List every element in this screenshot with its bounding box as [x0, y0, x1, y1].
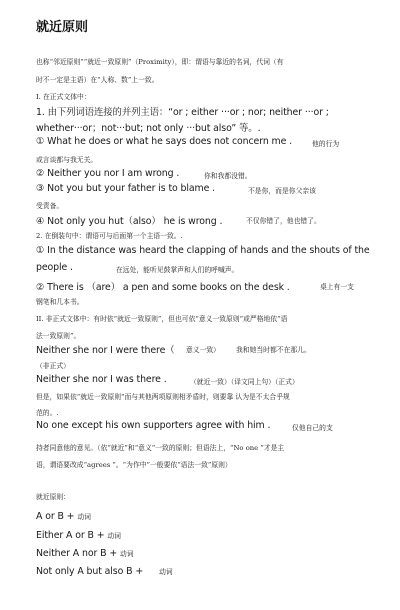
summary-item-2 — [36, 523, 121, 542]
example-3-chinese-a: 不是你，而是你父亲该 — [248, 187, 316, 195]
example-7-chinese-a: 意义一致） — [186, 346, 220, 354]
summary-item-3-english: Neither A nor B + — [36, 548, 120, 559]
example-7-chinese-b: 我和她当时都不在那儿。 — [236, 346, 311, 354]
example-9-chinese-c: 语，谓语要改成“agrees ”。“为作中”一般要依“语法一致”原则） — [36, 461, 232, 469]
note-line-1: 但是，如果依“就近一致原则”而与其他两项原则相矛盾时，则要靠 认为是不太合乎规 — [36, 393, 290, 401]
summary-item-1-chinese: 动词 — [77, 513, 91, 521]
example-7-english: Neither she nor I were there（ — [36, 345, 175, 356]
example-3-english: ③ Not you but your father is to blame . — [36, 183, 215, 194]
example-5-english-1: ① In the distance was heard the clapping of hands and the shouts of the — [36, 245, 370, 256]
summary-item-4-chinese: 动词 — [159, 568, 173, 576]
example-6-english: ② There is （are） a pen and some books on the desk . — [36, 282, 290, 293]
item-2-heading: 2. 在倒装句中：谓语可与后面第一个主语一致。. — [36, 232, 183, 240]
example-8-english: Neither she nor I was there . — [36, 374, 167, 385]
item-1-line-1: 1. 由下列词语连接的并列主语：“or ; either ···or ; nor; neither ···or ; — [36, 107, 329, 118]
example-1-chinese-a: 他的行为 — [312, 140, 340, 148]
summary-item-3-chinese: 动词 — [119, 550, 134, 558]
example-1-english: ① What he does or what he says does not concern me . — [36, 136, 292, 147]
item-1-line-2: whether···or；not···but; not only ···but also” 等。. — [36, 123, 261, 134]
intro-line-1: 也称“邻近原则”“就近一致原则”（Proximity），即：谓语与靠近的名词，代词（有 — [36, 58, 284, 66]
example-6-chinese-b: 钢笔和几本书。 — [36, 298, 84, 306]
example-5-english-2: people . — [36, 262, 73, 273]
intro-line-2: 时不一定是主语）在“人称、数”上一致。 — [36, 76, 159, 84]
section-1-heading: I. 在正式文体中： — [36, 93, 91, 101]
example-8-chinese: （就近一致）（译文同上句）（正式） — [190, 378, 299, 386]
section-2-line-1: II. 非正式文体中：有时依“就近一致原则”，但也可依“意义一致原则”或严格地依“语 — [36, 315, 288, 323]
example-9-chinese-b: 持者同意他的意见。（依“就近”和“意义”一致的原则；但语法上，“No one ”才是主 — [36, 444, 285, 452]
summary-item-1-english: A or B + — [36, 511, 78, 522]
example-2-chinese: 你和我都没错。 — [204, 172, 252, 180]
page-title: 就近原则 — [36, 20, 89, 35]
example-1-chinese-b: 或言谈都与我无关。 — [36, 156, 98, 164]
example-6-chinese-a: 桌上有一支 — [320, 283, 354, 291]
example-9-chinese-a: 仅他自己的支 — [292, 424, 333, 432]
example-7-chinese-c: （非正式） — [36, 362, 70, 370]
example-4-chinese: 不仅你错了，他也错了。 — [246, 217, 321, 225]
example-5-chinese: 在远处，能听见鼓掌声和人们的呼喊声。 — [116, 266, 239, 274]
note-line-2: 范的。. — [36, 409, 59, 417]
summary-item-2-chinese: 动词 — [107, 532, 121, 540]
summary-item-4-english: Not only A but also B + — [36, 566, 144, 577]
example-9-english: No one except his own supporters agree with him . — [36, 420, 271, 431]
section-2-line-2: 法一致原则”。 — [36, 332, 81, 340]
example-2-english: ② Neither you nor I am wrong . — [36, 168, 180, 179]
summary-item-3 — [36, 541, 134, 560]
summary-item-2-english: Either A or B + — [36, 530, 108, 541]
example-4-english: ④ Not only you hut（also） he is wrong . — [36, 216, 223, 227]
summary-heading: 就近原则： — [36, 493, 70, 501]
summary-item-4 — [36, 559, 173, 578]
example-3-chinese-b: 受责备。 — [36, 202, 64, 210]
summary-item-1 — [36, 504, 91, 523]
